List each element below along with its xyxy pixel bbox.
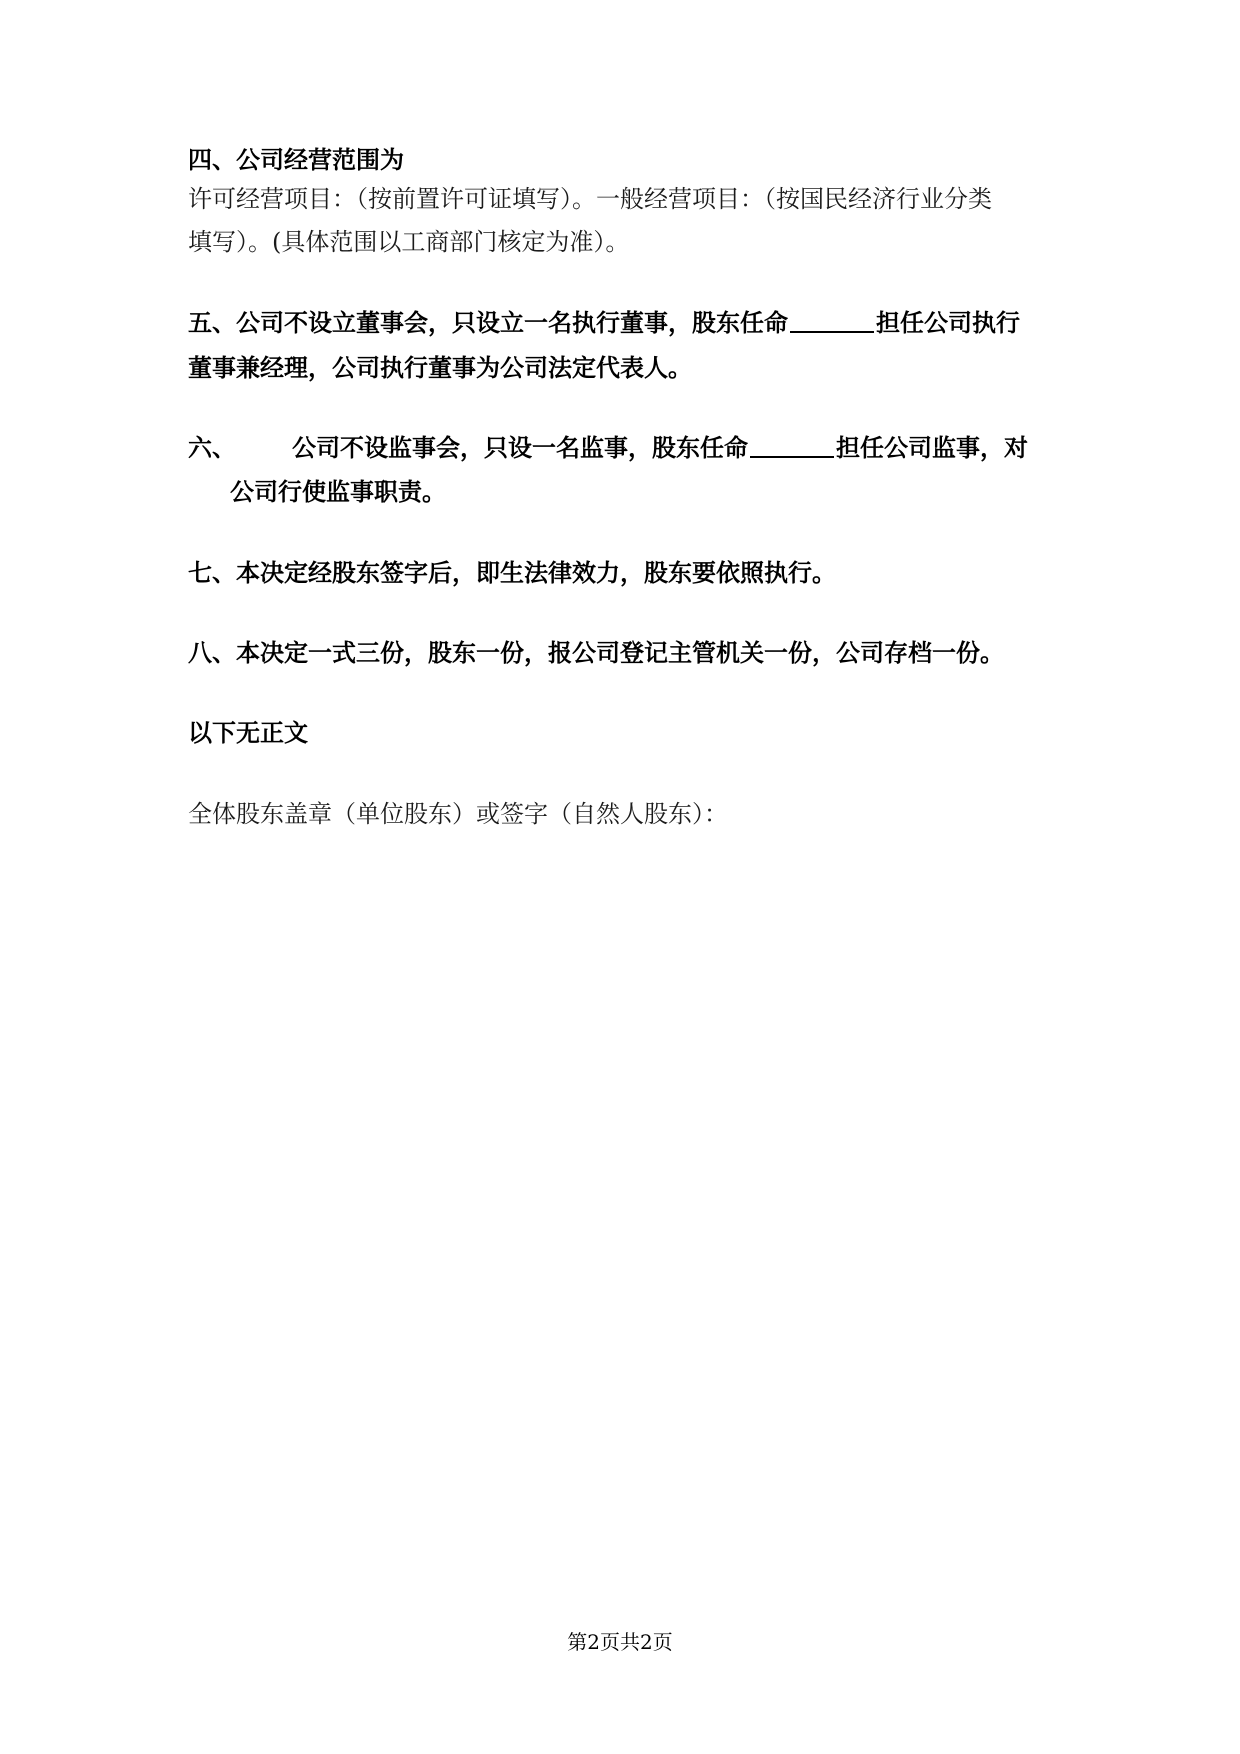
section-7: 七、本决定经股东签字后，即生法律效力，股东要依照执行。 <box>188 558 836 587</box>
signature-line: 全体股东盖章（单位股东）或签字（自然人股东）： <box>188 800 728 828</box>
section-4-line-1: 许可经营项目：（按前置许可证填写）。一般经营项目：（按国民经济行业分类 <box>188 185 992 213</box>
section-6-text-after: 担任公司监事，对 <box>836 433 1028 462</box>
section-4-line-2: 填写）。(具体范围以工商部门核定为准）。 <box>188 228 630 256</box>
section-5-text-before: 五、公司不设立董事会，只设立一名执行董事，股东任命 <box>188 308 788 337</box>
section-8: 八、本决定一式三份，股东一份，报公司登记主管机关一份，公司存档一份。 <box>188 638 1004 667</box>
section-5-text-after: 担任公司执行 <box>876 308 1020 337</box>
section-5-line-2: 董事兼经理，公司执行董事为公司法定代表人。 <box>188 353 692 382</box>
section-6-text-before: 公司不设监事会，只设一名监事，股东任命 <box>292 433 748 462</box>
section-4-heading: 四、公司经营范围为 <box>188 145 404 174</box>
end-of-text: 以下无正文 <box>188 718 308 747</box>
section-6-line-2: 公司行使监事职责。 <box>230 477 446 506</box>
section-5-line-1 <box>188 305 1068 341</box>
executive-director-blank[interactable] <box>790 307 874 333</box>
section-6-line-1 <box>188 430 1068 466</box>
section-6-number: 六、 <box>188 433 236 462</box>
page-number: 第2页共2页 <box>567 1630 673 1654</box>
supervisor-blank[interactable] <box>750 432 834 458</box>
